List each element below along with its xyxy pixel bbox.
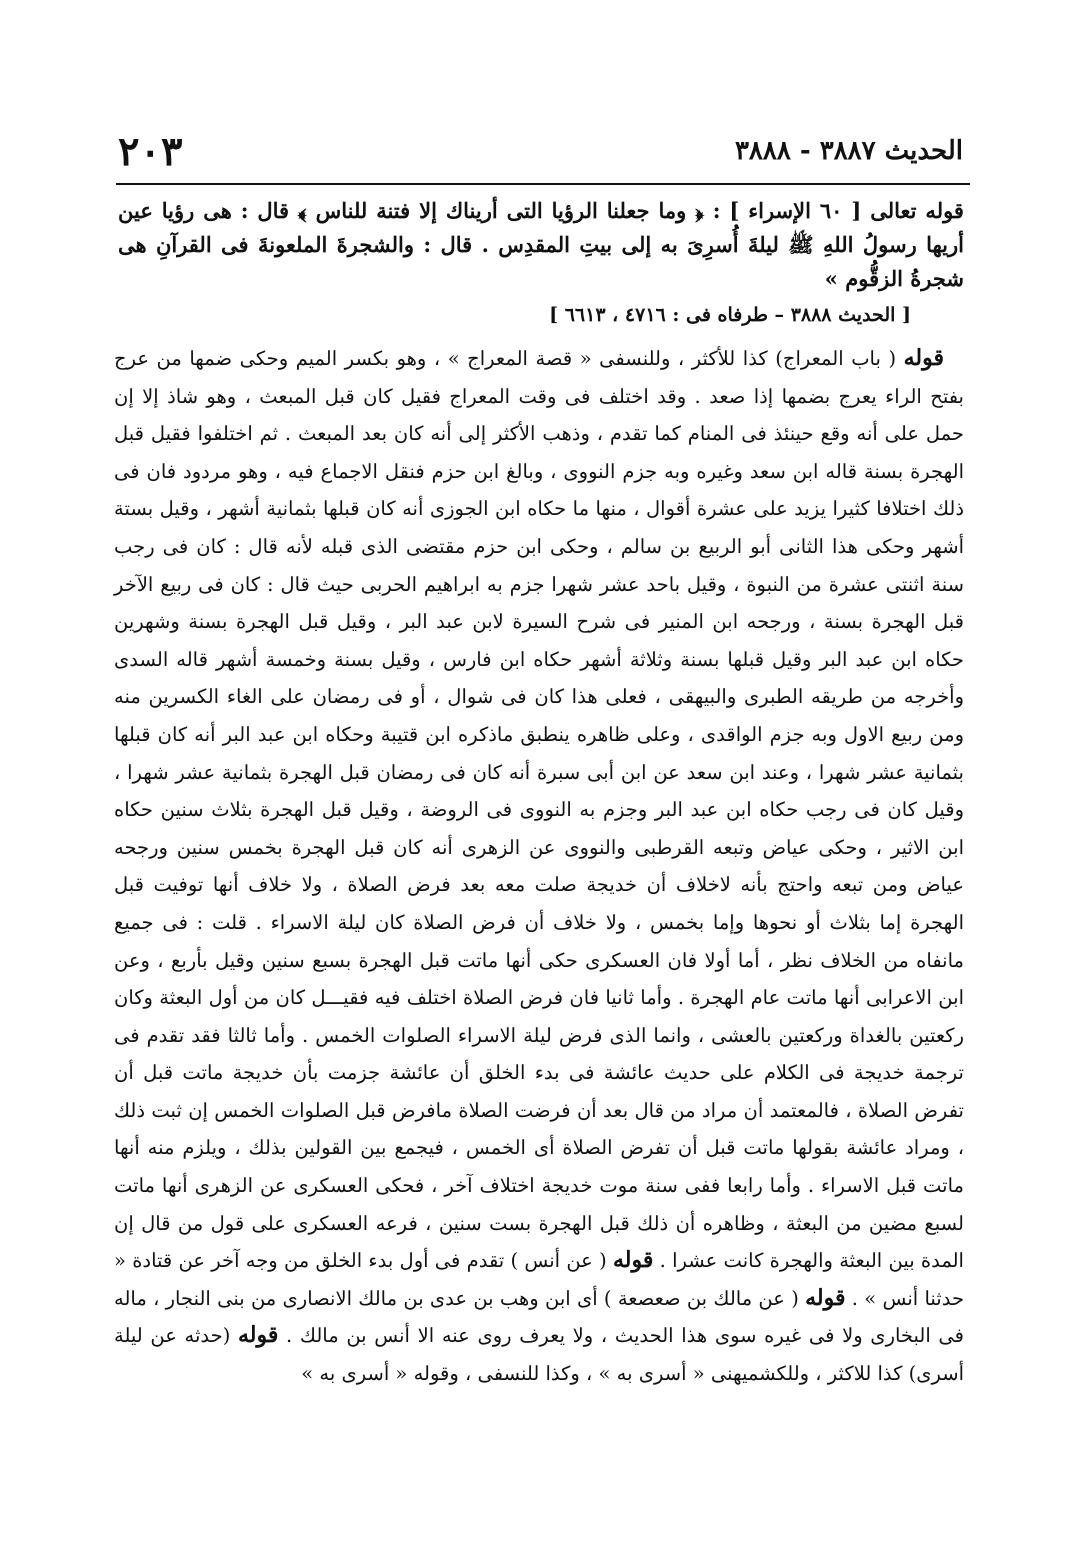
commentary-text: ( باب المعراج) كذا للأكثر ، وللنسفى « قصة المعراج » ، وهو بكسر الميم وحكى ضمها من عرج بفتح الراء يعرج بضمها إذا صعد . وقد اختلف فى وقت المعراج فقيل كان قبل المبعث ، وهو شاذ إلا إن حمل على أنه وقع حينئذ فى المنام كما تقدم ، وذهب الأكثر إلى أنه كان بعد المبعث . ثم اختلفوا فقيل قبل الهجرة بسنة قاله ابن سعد وغيره وبه جزم النووى ، وبالغ ابن حزم فنقل الاجماع فيه ، وهو مردود فان فى ذلك اختلافا كثيرا يزيد على عشرة أقوال ، منها ما حكاه ابن الجوزى أنه كان قبلها بثمانية أشهر ، وقيل بستة أشهر وحكى هذا الثانى أبو الربيع بن سالم ، وحكى ابن حزم مقتضى الذى قبله لأنه قال : كان فى رجب سنة اثنتى عشرة من النبوة ، وقيل باحد عشر شهرا جزم به ابراهيم الحربى حيث قال : كان فى ربيع الآخر قبل الهجرة بسنة ، ورجحه ابن المنير فى شرح السيرة لابن عبد البر ، وقيل قبل الهجرة بسنة وشهرين حكاه ابن عبد البر وقيل قبلها بسنة وثلاثة أشهر حكاه ابن فارس ، وقيل بسنة وخمسة أشهر قاله السدى وأخرجه من طريقه الطبرى والبيهقى ، فعلى هذا كان فى شوال ، أو فى رمضان على الغاء الكسرين منه ومن ربيع الاول وبه جزم الواقدى ، وعلى ظاهره ينطبق ماذكره ابن قتيبة وحكاه ابن عبد البر أنه كان قبلها بثمانية عشر شهرا ، وعند ابن سعد عن ابن أبى سبرة أنه كان فى رمضان قبل الهجرة بثمانية عشر شهرا ، وقيل كان فى رجب حكاه ابن عبد البر وجزم به النووى فى الروضة ، وقيل قبل الهجرة بثلاث سنين حكاه ابن الاثير ، وحكى عياض وتبعه القرطبى والنووى عن الزهرى أنه كان قبل الهجرة بخمس سنين ورجحه عياض ومن تبعه واحتج بأنه لاخلاف أن خديجة صلت معه بعد فرض الصلاة ، ولا خلاف أنها توفيت قبل الهجرة إما بثلاث أو نحوها وإما بخمس ، ولا خلاف أن فرض الصلاة كان ليلة الاسراء . قلت : فى جميع مانفاه من الخلاف نظر ، أما أولا فان العسكرى حكى أنها ماتت قبل الهجرة بسبع سنين وقيل بأربع ، وعن ابن الاعرابى أنها ماتت عام الهجرة . وأما ثانيا فان فرض الصلاة اختلف فيه فقيـــل كان من أول البعثة وكان ركعتين بالغداة وركعتين بالعشى ، وانما الذى فرض ليلة الاسراء الصلوات الخمس . وأما ثالثا فقد تقدم فى ترجمة خديجة فى الكلام على حديث عائشة فى بدء الخلق أن عائشة جزمت بأن خديجة ماتت قبل أن تفرض الصلاة ، فالمعتمد أن مراد من قال بعد أن فرضت الصلاة مافرض قبل الصلوات الخمس إن ثبت ذلك ، ومراد عائشة بقولها ماتت قبل أن تفرض الصلاة أى الخمس ، فيجمع بين القولين بذلك ، ويلزم منه أنها ماتت قبل الاسراء . وأما رابعا ففى سنة موت خديجة اختلاف آخر ، فحكى العسكرى عن الزهرى أنها ماتت لسبع مضين من البعثة ، وظاهره أن ذلك قبل الهجرة بست سنين ، فرعه العسكرى على قول من قال إن المدة بين البعثة والهجرة كانت عشرا . (114, 347, 964, 1273)
commentary-marker: قوله (237, 1322, 279, 1349)
hadith-range-title: الحديث ٣٨٨٧ - ٣٨٨٨ (734, 136, 963, 166)
hadith-references: [ الحديث ٣٨٨٨ – طرفاه فى : ٤٧١٦ ، ٦٦١٣ ] (549, 304, 911, 326)
commentary-body (114, 340, 964, 1393)
commentary-text: ( عن مالك بن صعصعة ) أى ابن وهب بن عدى بن مالك الانصارى من بنى النجار ، ماله فى البخارى ولا فى غيره سوى هذا الحديث ، ولا يعرف روى عنه الا أنس بن مالك . (114, 1286, 964, 1348)
commentary-paragraph (114, 340, 964, 1393)
verse-block (118, 194, 964, 296)
commentary-marker: قوله (805, 1284, 846, 1311)
commentary-marker: قوله (612, 1247, 654, 1274)
commentary-text: ( عن أنس ) تقدم فى أول بدء الخلق من وجه آخر عن قتادة « حدثنا أنس » . (114, 1249, 965, 1310)
page-number: ٢٠٣ (118, 128, 183, 175)
commentary-marker: قوله (903, 345, 945, 371)
commentary-text: (حدثه عن ليلة أسرى) كذا للاكثر ، وللكشميهنى « أسرى به » ، وكذا للنسفى ، وقوله « أسرى به » (114, 1324, 964, 1386)
verse-text: قوله تعالى [ ٦٠ الإسراء ] : ﴿ وما جعلنا الرؤيا التى أريناك إلا فتنة للناس ﴾ قال : هى رؤيا عين أريها رسولُ اللهِ ﷺ ليلةَ أُسرِىَ به إلى بيتِ المقدِس . قال : والشجرةَ الملعونةَ فى القرآنِ هى شجرةُ الزقُّوم » (118, 198, 964, 291)
header-divider (116, 183, 970, 185)
page-header (118, 128, 963, 180)
